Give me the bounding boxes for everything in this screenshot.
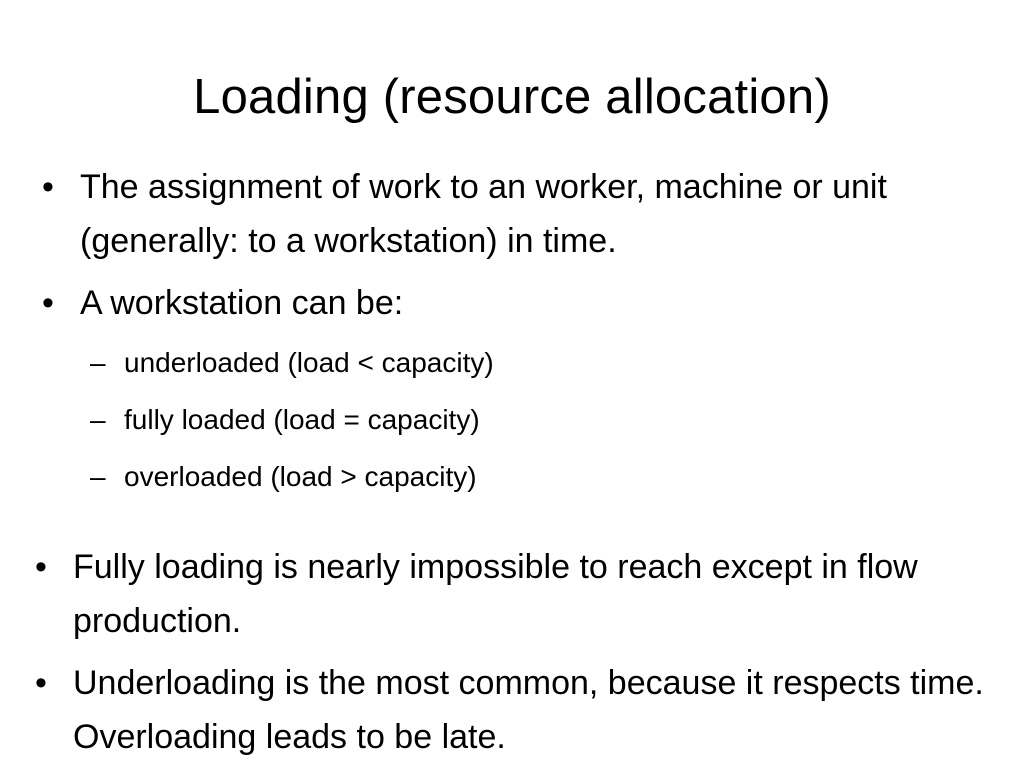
bullet-item (42, 160, 1002, 268)
bullet-item (42, 276, 1002, 330)
sub-bullet-group (42, 338, 1002, 502)
bullet-item (35, 540, 1005, 648)
sub-bullet-text: overloaded (load > capacity) (124, 461, 477, 492)
bullet-dot-icon: • (42, 284, 54, 322)
bullet-text: The assignment of work to an worker, machine or unit (generally: to a workstation) in time. (80, 168, 887, 260)
dash-icon: – (90, 461, 106, 492)
bullet-dot-icon: • (35, 664, 47, 702)
sub-bullet-text: underloaded (load < capacity) (124, 347, 494, 378)
bullet-list (42, 160, 1002, 509)
sub-bullet-item (90, 452, 1002, 502)
lower-bullet-list (35, 540, 1005, 768)
bullet-text: Underloading is the most common, because it respects time. Overloading leads to be late. (73, 664, 984, 756)
dash-icon: – (90, 404, 106, 435)
sub-bullet-list (42, 338, 1002, 502)
bullet-text: Fully loading is nearly impossible to reach except in flow production. (73, 548, 918, 640)
sub-bullet-text: fully loaded (load = capacity) (124, 404, 480, 435)
dash-icon: – (90, 347, 106, 378)
sub-bullet-item (90, 395, 1002, 445)
slide-title: Loading (resource allocation) (193, 70, 831, 124)
bullet-dot-icon: • (35, 548, 47, 586)
sub-bullet-item (90, 338, 1002, 388)
bullet-item (35, 656, 1005, 764)
bullet-dot-icon: • (42, 168, 54, 206)
bullet-text: A workstation can be: (80, 284, 404, 322)
